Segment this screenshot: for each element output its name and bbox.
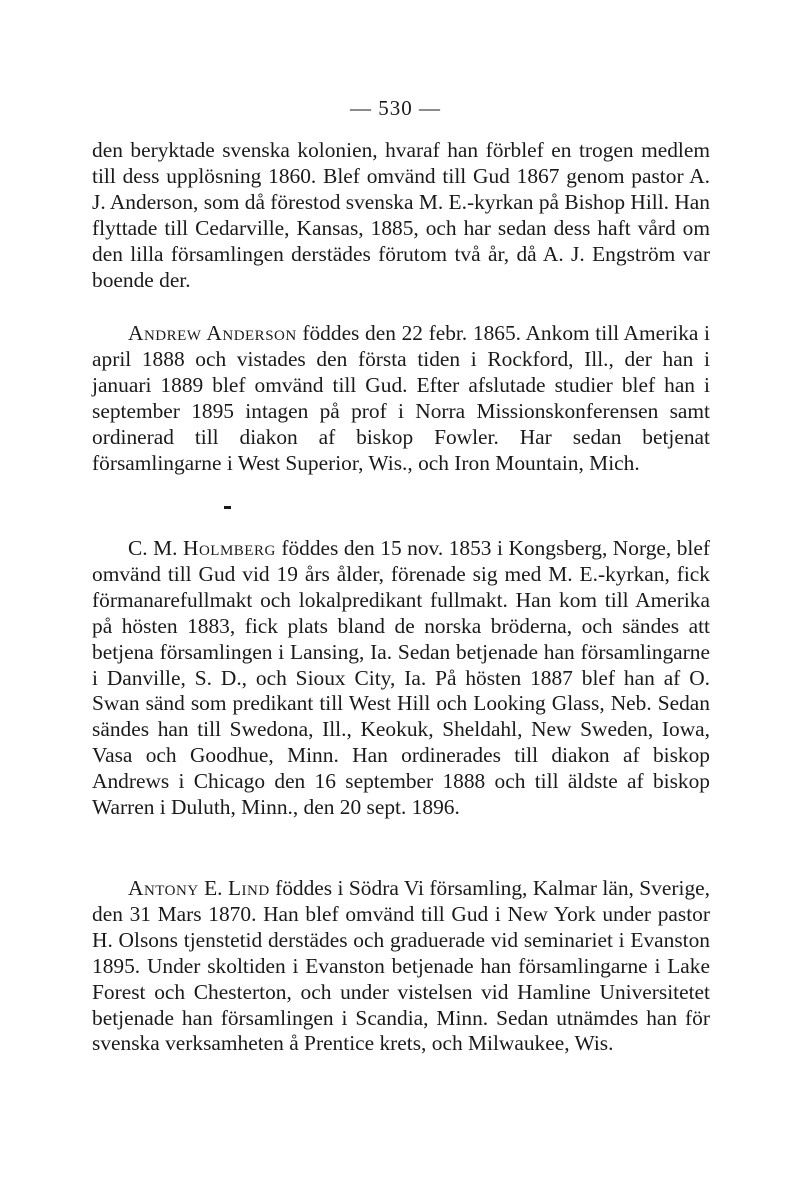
paragraph-holmberg-text: föddes den 15 nov. 1853 i Kongsberg, Norge, blef omvänd till Gud vid 19 års ålder, förenade sig med M. E.-kyrkan, fick förmanarefullmakt och lokalpredikant fullmakt. Han kom till Amerika på hösten 1883, fick plats bland de norska bröderna, och sändes att betjena församlingen i Lansing, Ia. Sedan betjenade han församlingarne i Danville, S. D., och Sioux City, Ia. På hösten 1887 blef han af O. Swan sänd som predikant till West Hill och Looking Glass, Neb. Sedan sändes han till Swedona, Ill., Keokuk, Sheldahl, New Sweden, Iowa, Vasa och Goodhue, Minn. Han ordinerades till diakon af biskop Andrews i Chicago den 16 september 1888 och till äldste af biskop Warren i Duluth, Minn., den 20 sept. 1896.: [92, 536, 710, 820]
person-middle-initial: E.: [198, 876, 228, 900]
paragraph-antony-lind: [92, 876, 710, 1057]
paragraph-colony-text: den beryktade svenska kolonien, hvaraf han förblef en trogen medlem till dess upplösning 1860. Blef omvänd till Gud 1867 genom pastor A. J. Anderson, som då förestod svenska M. E.-kyrkan på Bishop Hill. Han flyttade till Cedarville, Kansas, 1885, och har sedan dess haft vård om den lilla församlingen derstädes förutom två år, då A. J. Engström var boende der.: [92, 138, 710, 292]
page-number: — 530 —: [350, 96, 441, 120]
person-initials-holmberg: C. M.: [128, 536, 184, 560]
paragraph-antony-lind-text: föddes i Södra Vi församling, Kalmar län, Sverige, den 31 Mars 1870. Han blef omvänd till Gud i New York under pastor H. Olsons tjenstetid derstädes och graduerade vid seminariet i Evanston 1895. Under skoltiden i Evanston betjenade han församlingarne i Lake Forest och Chesterton, och under vistelsen vid Hamline Universitetet betjenade han församlingen i Scandia, Minn. Sedan utnämdes han för svenska verksamheten å Prentice krets, och Milwaukee, Wis.: [92, 876, 710, 1056]
person-name-holmberg: Holmberg: [183, 536, 276, 560]
paragraph-holmberg: [92, 536, 710, 821]
person-lastname-lind: Lind: [227, 876, 270, 900]
paragraph-colony: [92, 138, 710, 293]
person-name-andrew-anderson: Andrew Anderson: [128, 321, 297, 345]
stray-mark: [224, 506, 231, 509]
paragraph-andrew-anderson: [92, 321, 710, 476]
paragraph-andrew-anderson-text: föddes den 22 febr. 1865. Ankom till Amerika i april 1888 och vistades den första tiden i Rockford, Ill., der han i januari 1889 blef omvänd till Gud. Efter afslutade studier blef han i september 1895 intagen på prof i Norra Missionskonferensen samt ordinerad till diakon af biskop Fowler. Har sedan betjenat församlingarne i West Superior, Wis., och Iron Mountain, Mich.: [92, 321, 710, 475]
person-firstname-antony: Antony: [128, 876, 199, 900]
